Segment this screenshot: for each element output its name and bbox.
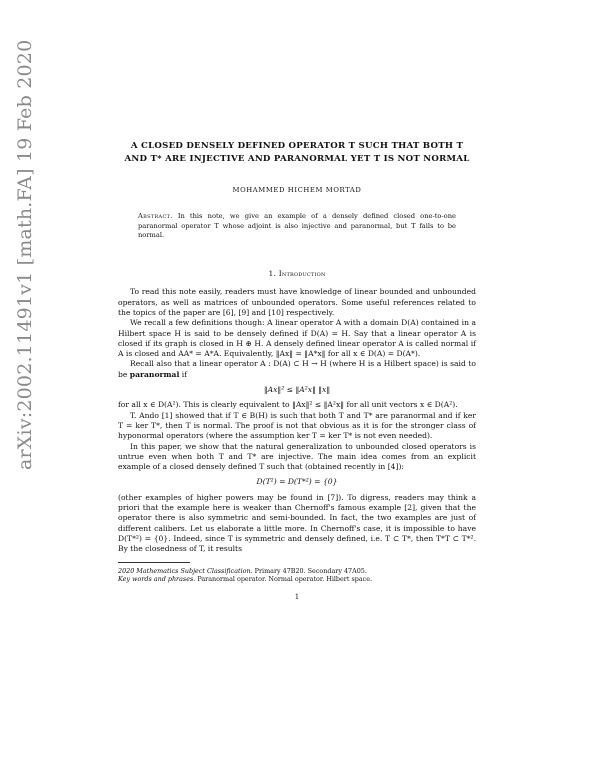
keywords-label: Key words and phrases. [118, 575, 196, 584]
equation-paranormal: ‖Ax‖² ≤ ‖A²x‖ ‖x‖ [263, 385, 331, 395]
msc-label: 2020 Mathematics Subject Classification. [118, 566, 253, 575]
paranormal-term: paranormal [129, 369, 180, 379]
paragraph-3 [118, 359, 476, 380]
abstract-text: In this note, we give an example of a densely defined closed one-to-one paranormal operator T whose adjoint is also injective and paranormal, but T fails to be normal. [138, 212, 456, 240]
msc-text: Primary 47B20. Secondary 47A05. [254, 566, 367, 575]
paragraph-4: for all x ∈ D(A²). This is clearly equivalent to ‖Ax‖² ≤ ‖A²x‖ for all unit vectors x ∈ D(A²). [118, 400, 458, 410]
keywords-footnote [118, 575, 476, 584]
equation-domain: D(T²) = D(T*²) = {0} [256, 477, 338, 487]
section-heading: 1. Introduction [268, 269, 326, 279]
footnotes [118, 567, 476, 585]
abstract-label: Abstract. [138, 212, 173, 221]
keywords-text: Paranormal operator. Normal operator. Hilbert space. [197, 575, 373, 584]
paper-page [118, 140, 476, 602]
paragraph-1: To read this note easily, readers must have knowledge of linear bounded and unbounded operators, as well as matrices of unbounded operators. Some useful references related to the topics of the paper are [6], [9] and [10] respectively. [118, 287, 476, 317]
page-number: 1 [294, 593, 300, 602]
paper-title: A CLOSED DENSELY DEFINED OPERATOR T SUCH THAT BOTH T AND T* ARE INJECTIVE AND PARANORMAL YET T IS NOT NORMAL [124, 141, 470, 164]
paragraph-3-before: Recall also that a linear operator A : D(A) ⊂ H → H (where H is a Hilbert space) is said to be [118, 359, 476, 379]
arxiv-identifier: arXiv:2002.11491v1 [math.FA] 19 Feb 2020 [14, 39, 36, 470]
abstract [138, 212, 456, 241]
paragraph-2: We recall a few definitions though: A linear operator A with a domain D(A) contained in a Hilbert space H is said to be densely defined if D(A) = H. Say that a linear operator A is closed if its graph is closed in H ⊕ H. A densely defined linear operator A is called normal if A is closed and AA* = A*A. Equivalently, ‖Ax‖ = ‖A*x‖ for all x ∈ D(A) = D(A*). [118, 318, 476, 359]
author-name: MOHAMMED HICHEM MORTAD [232, 186, 362, 194]
paragraph-6: In this paper, we show that the natural generalization to unbounded closed operators is untrue even when both T and T* are injective. The main idea comes from an explicit example of a closed densely defined T such that (obtained recently in [4]): [118, 441, 476, 472]
footnote-divider [118, 562, 190, 563]
msc-footnote [118, 567, 476, 576]
paragraph-3-after: if [181, 369, 188, 379]
paragraph-5: T. Ando [1] showed that if T ∈ B(H) is such that both T and T* are paranormal and if ker T = ker T*, then T is normal. The proof is not that obvious as it is for the stronger class of hyponormal operators (where the assumption ker T = ker T* is not even needed). [118, 410, 476, 441]
paragraph-7: (other examples of higher powers may be found in [7]). To digress, readers may think a priori that the example here is weaker than Chernoff's famous example [2], given that the operator there is also symmetric and semi-bounded. In fact, the two examples are just of different calibers. Let us elaborate a little more. In Chernoff's case, it is impossible to have D(T*²) = {0}. Indeed, since T is symmetric and densely defined, i.e. T ⊂ T*, then T*T ⊂ T*². By the closedness of T, it results [118, 492, 476, 554]
